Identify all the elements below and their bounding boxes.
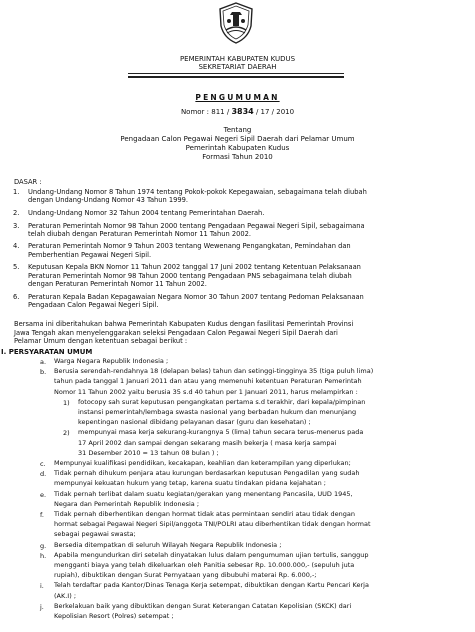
- requirement-text: mempunyai masa kerja sekurang-kurangnya 5 (lima) tahun secara terus-menerus pada: [78, 428, 364, 437]
- intro-line: Pelamar Umum dengan ketentuan sebagai berikut :: [14, 337, 188, 345]
- requirement-text: Bersedia ditempatkan di seluruh Wilayah Negara Republik Indonesia ;: [54, 540, 282, 549]
- header-divider-thin: [128, 73, 344, 74]
- requirement-text: Negara dan Pemerintah Republik Indonesia ;: [54, 499, 200, 508]
- item-marker: c.: [40, 460, 46, 468]
- item-marker: g.: [40, 541, 47, 550]
- requirement-text: Tidak pernah diberhentikan dengan hormat tidak atas permintaan sendiri atau tidak dengan: [54, 510, 355, 518]
- announcement-number: [0, 108, 475, 116]
- number-prefix: Nomor : 811 /: [180, 108, 230, 116]
- requirement-text: Telah terdaftar pada Kantor/Dinas Tenaga Kerja setempat, dibuktikan dengan Kartu Pencari Kerja: [54, 581, 369, 590]
- number-value: 3834: [231, 107, 254, 116]
- legal-basis-text: Peraturan Pemerintah Nomor 98 Tahun 2000 tentang Pengadaan PNS sebagaimana telah diubah: [28, 271, 352, 280]
- legal-basis-text: Undang-Undang Nomor 32 Tahun 2004 tentang Pemerintahan Daerah.: [28, 208, 265, 217]
- subject-line-1: Pengadaan Calon Pegawai Negeri Sipil Daerah dari Pelamar Umum: [120, 135, 355, 143]
- legal-basis-text: dengan Peraturan Pemerintah Nomor 11 Tahun 2002.: [28, 279, 207, 288]
- legal-basis-text: Pengadaan Calon Pegawai Negeri Sipil.: [28, 300, 159, 309]
- legal-basis-number: 6.: [13, 292, 20, 301]
- requirement-text: Berkelakuan baik yang dibuktikan dengan Surat Keterangan Catatan Kepolisian (SKCK) dari: [54, 601, 352, 610]
- requirement-text: hormat sebagai Pegawai Negeri Sipil/anggota TNI/POLRI atau diberhentikan tidak dengan hormat: [54, 520, 371, 529]
- requirement-text: sebagai pegawai swasta;: [54, 530, 136, 539]
- requirement-text: instansi pemerintah/lembaga swasta nasional yang berbadan hukum dan menunjang: [78, 408, 357, 416]
- requirement-text: Tidak pernah dihukum penjara atau kurungan berdasarkan keputusan Pengadilan yang sudah: [54, 469, 360, 478]
- subject-line-2: Pemerintah Kabupaten Kudus: [185, 144, 290, 152]
- section-general-requirements: I. PERSYARATAN UMUM: [1, 348, 93, 356]
- header-institution: PEMERINTAH KABUPATEN KUDUS: [179, 55, 296, 63]
- requirement-text: Mempunyai kualifikasi pendidikan, kecakapan, keahlian dan keterampilan yang diperlukan;: [54, 459, 351, 467]
- legal-basis-text: Keputusan Kepala BKN Nomor 11 Tahun 2002 tanggal 17 Juni 2002 tentang Ketentuan Pelaksanaan: [28, 263, 361, 272]
- announcement-title: PENGUMUMAN: [195, 93, 280, 102]
- sub-item-marker: 2): [63, 429, 70, 438]
- item-marker: d.: [40, 470, 47, 479]
- item-marker: i.: [40, 582, 44, 591]
- legal-basis-number: 4.: [13, 242, 20, 251]
- item-marker: e.: [40, 490, 47, 499]
- legal-basis-number: 2.: [13, 208, 20, 217]
- requirement-text: tahun pada tanggal 1 Januari 2011 dan atau yang memenuhi ketentuan Peraturan Pemerintah: [54, 377, 362, 386]
- requirement-text: 31 Desember 2010 = 13 tahun 08 bulan ) ;: [78, 448, 219, 457]
- legal-basis-number: 5.: [13, 263, 20, 272]
- header-secretariat: SEKRETARIAT DAERAH: [198, 63, 277, 71]
- requirement-text: mengganti biaya yang telah dikeluarkan oleh Panitia sebesar Rp. 10.000.000,- (sepuluh juta: [54, 561, 355, 569]
- requirement-text: Tidak pernah terlibat dalam suatu kegiatan/gerakan yang menentang Pancasila, UUD 1945,: [54, 489, 353, 498]
- legal-basis-text: telah diubah dengan Peraturan Pemerintah Nomor 11 Tahun 2002.: [28, 229, 251, 238]
- requirement-text: Warga Negara Republik Indonesia ;: [54, 357, 169, 365]
- intro-line: Bersama ini diberitahukan bahwa Pemerintah Kabupaten Kudus dengan fasilitasi Pemerintah Provinsi: [14, 320, 354, 328]
- requirement-text: Berusia serendah-rendahnya 18 (delapan belas) tahun dan setinggi-tingginya 35 (tiga puluh lima): [54, 367, 374, 376]
- number-suffix: / 17 / 2010: [255, 108, 295, 116]
- kudus-regency-crest-icon: [218, 2, 254, 44]
- intro-line: Jawa Tengah akan menyelenggarakan seleksi Pengadaan Calon Pegawai Negeri Sipil Daerah dari: [14, 328, 338, 337]
- sub-item-marker: 1): [63, 398, 70, 407]
- item-marker: h.: [40, 551, 47, 560]
- legal-basis-label: DASAR :: [14, 178, 42, 186]
- legal-basis-text: Peraturan Kepala Badan Kepagawaian Negara Nomor 30 Tahun 2007 tentang Pedoman Pelaksanaan: [28, 292, 364, 301]
- requirement-text: mempunyai kekuatan hukum yang tetap, karena suatu tindakan pidana kejahatan ;: [54, 479, 326, 488]
- requirement-text: kepentingan nasional dibidang pelayanan dasar (guru dan kesehatan) ;: [78, 418, 311, 427]
- subject-line-3: Formasi Tahun 2010: [202, 153, 273, 161]
- requirement-text: Kepolisian Resort (Polres) setempat ;: [54, 612, 174, 620]
- item-marker: f.: [40, 511, 44, 519]
- requirement-text: fotocopy sah surat keputusan pengangkatan pertama s.d terakhir, dari kepala/pimpinan: [78, 397, 366, 406]
- legal-basis-number: 1.: [13, 188, 20, 196]
- legal-basis-text: Peraturan Pemerintah Nomor 9 Tahun 2003 tentang Wewenang Pengangkatan, Pemindahan dan: [28, 242, 351, 251]
- requirement-text: 17 April 2002 dan sampai dengan sekarang masih bekerja ( masa kerja sampai: [78, 438, 337, 447]
- requirement-text: (AK.I) ;: [54, 591, 77, 600]
- requirement-text: rupiah), dibuktikan dengan Surat Pernyataan yang dibubuhi materai Rp. 6.000,-;: [54, 571, 317, 580]
- requirement-text: Nomor 11 Tahun 2002 yaitu berusia 35 s.d 40 tahun per 1 Januari 2011, harus melampirkan :: [54, 387, 358, 396]
- legal-basis-text: Pemberhentian Pegawai Negeri Sipil.: [28, 250, 152, 259]
- item-marker: a.: [40, 358, 47, 366]
- header-divider-thick: [128, 76, 344, 78]
- item-marker: j.: [40, 602, 44, 611]
- about-label: Tentang: [223, 126, 252, 134]
- legal-basis-text: Peraturan Pemerintah Nomor 98 Tahun 2000 tentang Pengadaan Pegawai Negeri Sipil, sebagaimana: [28, 221, 365, 230]
- legal-basis-text: Undang-Undang Nomor 8 Tahun 1974 tentang Pokok-pokok Kepegawaian, sebagaimana telah diubah: [28, 188, 367, 196]
- legal-basis-number: 3.: [13, 221, 20, 230]
- requirement-text: Apabila mengundurkan diri setelah dinyatakan lulus dalam pengumuman ujian tertulis, sanggup: [54, 550, 369, 559]
- item-marker: b.: [40, 368, 47, 377]
- legal-basis-text: dengan Undang-Undang Nomor 43 Tahun 1999.: [28, 196, 189, 205]
